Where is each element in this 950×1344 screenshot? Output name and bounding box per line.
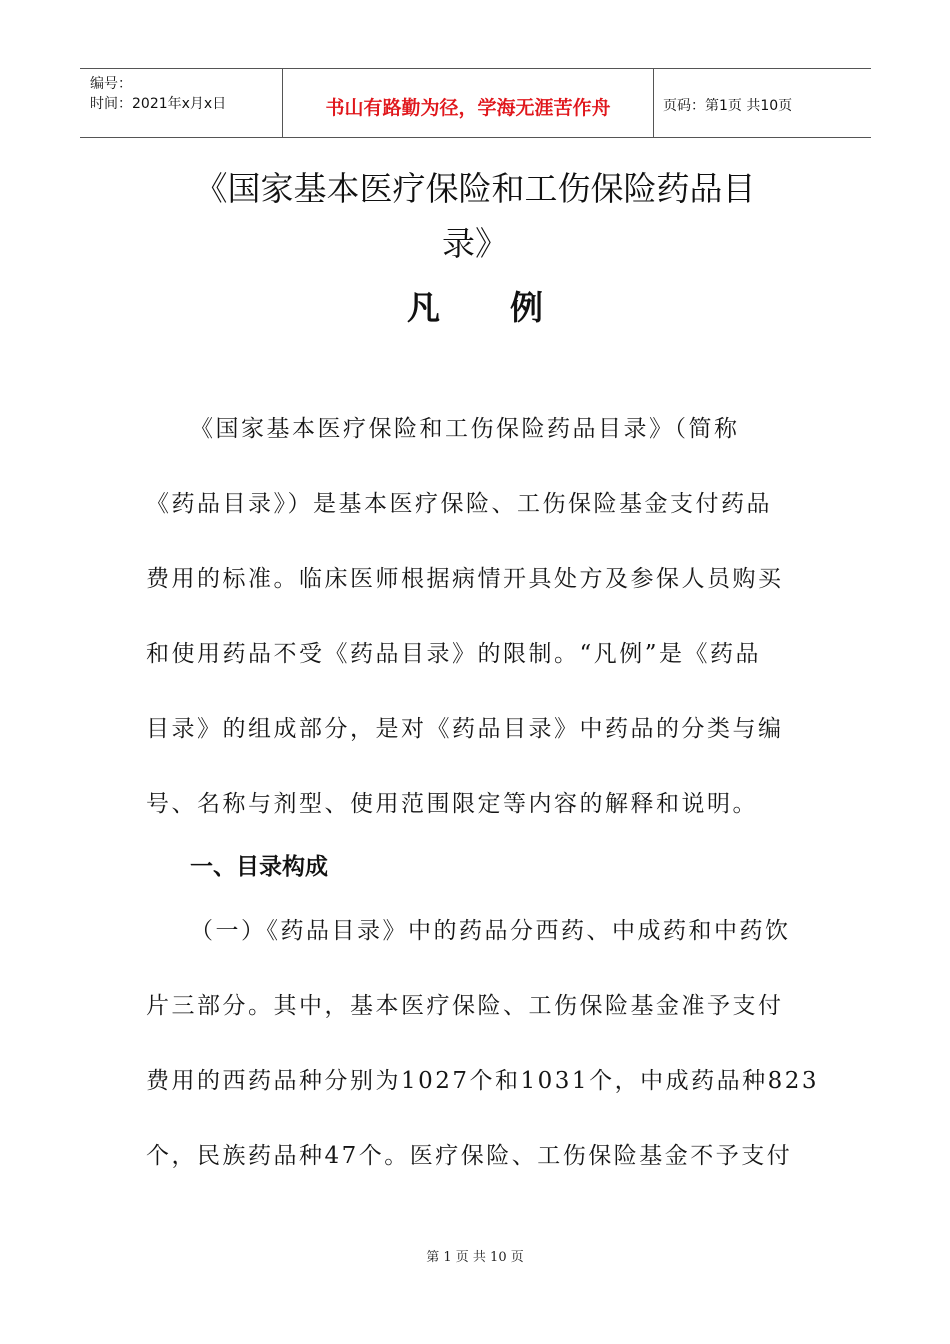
document-number-label: 编号： [90,76,132,92]
section-1-heading: 一、目录构成 [190,854,328,880]
document-subtitle: 凡例 [407,288,613,327]
header-motto: 书山有路勤为径，学海无涯苦作舟 [325,97,611,119]
paragraph-2-line: 片三部分。其中，基本医疗保险、工伤保险基金准予支付 [146,993,784,1019]
header-meta-cell [80,69,281,137]
page-footer: 第 1 页 共 10 页 [426,1250,524,1265]
header-motto-cell [282,69,654,137]
paragraph-1-line: 《药品目录》）是基本医疗保险、工伤保险基金支付药品 [146,491,772,517]
paragraph-1-line: 目录》的组成部分，是对《药品目录》中药品的分类与编 [146,716,784,742]
paragraph-1-line: 《国家基本医疗保险和工伤保险药品目录》（简称 [190,416,740,442]
document-title-line-1: 《国家基本医疗保险和工伤保险药品目 [194,169,756,208]
document-title-line-2: 录》 [442,224,508,263]
paragraph-1-line: 号、名称与剂型、使用范围限定等内容的解释和说明。 [146,791,758,817]
paragraph-2-line: 个，民族药品种47个。医疗保险、工伤保险基金不予支付 [146,1143,793,1169]
header-page-cell [653,69,871,137]
document-header [80,68,871,138]
document-time-label: 时间：2021年x月x日 [90,96,227,112]
paragraph-2-line: （一）《药品目录》中的药品分西药、中成药和中药饮 [190,918,791,944]
paragraph-1-line: 和使用药品不受《药品目录》的限制。“凡例”是《药品 [146,641,762,667]
header-page-info: 页码：第1页 共10页 [663,98,793,114]
paragraph-1-line: 费用的标准。临床医师根据病情开具处方及参保人员购买 [146,566,784,592]
paragraph-2-line: 费用的西药品种分别为1027个和1031个，中成药品种823 [146,1068,819,1094]
